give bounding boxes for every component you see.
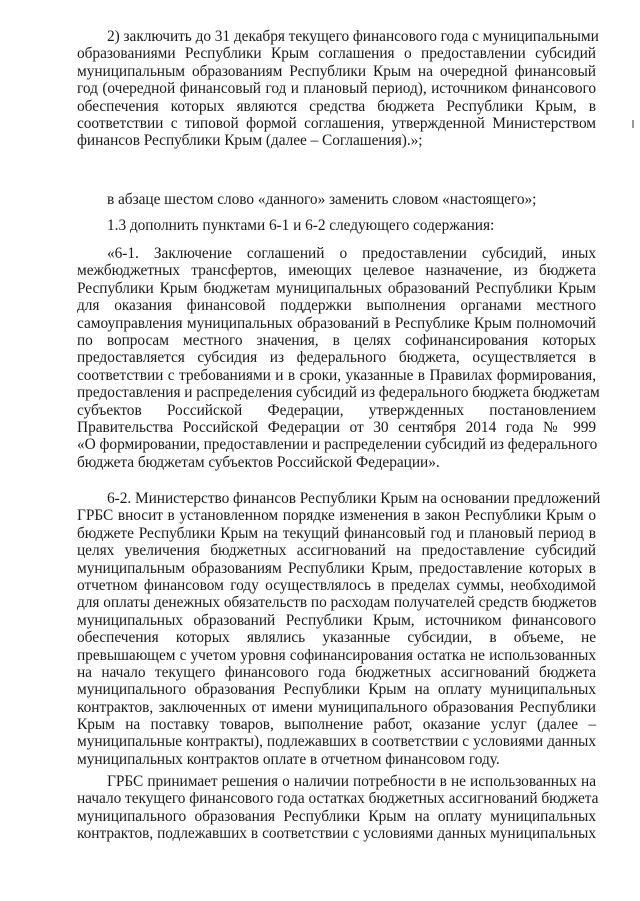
- text-line: обеспечения которых являлись указанные субсидии, в объеме, не: [77, 629, 596, 647]
- text-line: муниципальным образованиям Республики Крым на очередной финансовый: [77, 62, 596, 80]
- text-line: начало текущего финансового года остатках бюджетных ассигнований бюджета: [77, 790, 599, 808]
- text-line: превышающем с учетом уровня софинансирования остатка не использованных: [77, 646, 596, 664]
- text-line: [77, 217, 596, 234]
- text-line: межбюджетных трансфертов, имеющих целевое назначение, из бюджета: [77, 262, 596, 280]
- text-line: для оказания финансовой поддержки выполнения органами местного: [77, 297, 596, 315]
- text-line: предоставления и распределения субсидий из федерального бюджета бюджетам: [77, 384, 600, 402]
- text-line: Республики Крым бюджетам муниципальных образований Республики Крым: [77, 279, 596, 297]
- paragraph-item-6-1: [77, 245, 600, 471]
- scan-margin-mark: [632, 120, 634, 128]
- text-line: Крым на поставку товаров, выполнение работ, оказание услуг (далее –: [77, 716, 596, 734]
- text-line: муниципального образования Республики Крым на оплату муниципальных: [77, 807, 596, 825]
- text-line-content: 6-2. Министерство финансов Республики Крым на основании предложений: [107, 490, 601, 507]
- text-line: по вопросам местного значения, в целях софинансирования которых: [77, 331, 596, 349]
- text-line: [77, 191, 596, 208]
- text-line: контрактов, подлежавших в соответствии с условиями данных муниципальных: [77, 825, 596, 843]
- text-line-content: ГРБС принимает решения о наличии потребности в не использованных на: [107, 773, 596, 790]
- text-line: целях увеличения бюджетных ассигнований на предоставление субсидий: [77, 542, 596, 560]
- paragraph-word-replacement: [77, 191, 596, 208]
- text-line: контрактов, заключенных от имени муниципального образования Республики: [77, 698, 596, 716]
- text-line: субъектов Российской Федерации, утвержденных постановлением: [77, 401, 596, 419]
- text-line: самоуправления муниципальных образований в Республике Крым полномочий: [77, 314, 596, 332]
- text-line: бюджета бюджетам субъектов Российской Федерации».: [77, 453, 440, 471]
- text-line: [77, 245, 596, 262]
- text-line: [77, 28, 599, 45]
- paragraph-item-6-2: [77, 490, 601, 768]
- text-line: на начало текущего финансового года бюджетных ассигнований бюджета: [77, 663, 596, 681]
- text-line: бюджете Республики Крым на текущий финансовый год и плановый период в: [77, 524, 596, 542]
- text-line: [77, 773, 596, 790]
- text-line: муниципальным образованиям Республики Крым, предоставление которых в: [77, 559, 596, 577]
- paragraph-add-items: [77, 217, 596, 234]
- text-line: ГРБС вносит в установленном порядке изменения в закон Республики Крым о: [77, 507, 596, 525]
- text-line: предоставляется субсидия из федерального бюджета, осуществляется в: [77, 349, 596, 367]
- text-line-content: «6-1. Заключение соглашений о предоставлении субсидий, иных: [107, 245, 596, 262]
- paragraph-grbs-decisions: [77, 773, 599, 843]
- text-line: соответствии с требованиями и в сроки, указанные в Правилах формирования,: [77, 366, 596, 384]
- text-line: соответствии с типовой формой соглашения, утвержденной Министерством: [77, 114, 596, 132]
- text-line: «О формировании, предоставлении и распределении субсидий из федерального: [77, 436, 598, 454]
- paragraph-subsidy-agreements: [77, 28, 599, 150]
- text-line: Правительства Российской Федерации от 30 сентября 2014 года № 999: [77, 418, 596, 436]
- text-line: муниципальных контрактов оплате в отчетном финансовом году.: [77, 750, 500, 768]
- text-line: обеспечения которых являются средства бюджета Республики Крым, в: [77, 97, 596, 115]
- text-line: год (очередной финансовый год и плановый период), источником финансового: [77, 80, 596, 98]
- text-line: для оплаты денежных обязательств по расходам получателей средств бюджетов: [77, 594, 597, 612]
- text-line-content: 2) заключить до 31 декабря текущего финансового года с муниципальными: [107, 28, 599, 45]
- text-line: образованиями Республики Крым соглашения о предоставлении субсидий: [77, 45, 596, 63]
- text-line: финансов Республики Крым (далее – Соглашения).»;: [77, 132, 423, 150]
- text-line: отчетном финансовом году осуществлялось в пределах суммы, необходимой: [77, 576, 596, 594]
- text-line: муниципального образования Республики Крым на оплату муниципальных: [77, 681, 596, 699]
- text-line: [77, 490, 601, 507]
- text-line: муниципальных образований Республики Крым, источником финансового: [77, 611, 596, 629]
- text-line-content: в абзаце шестом слово «данного» заменить словом «настоящего»;: [107, 191, 537, 208]
- text-line-content: 1.3 дополнить пунктами 6-1 и 6-2 следующего содержания:: [107, 217, 495, 234]
- text-line: муниципальные контракты), подлежавших в соответствии с условиями данных: [77, 733, 596, 751]
